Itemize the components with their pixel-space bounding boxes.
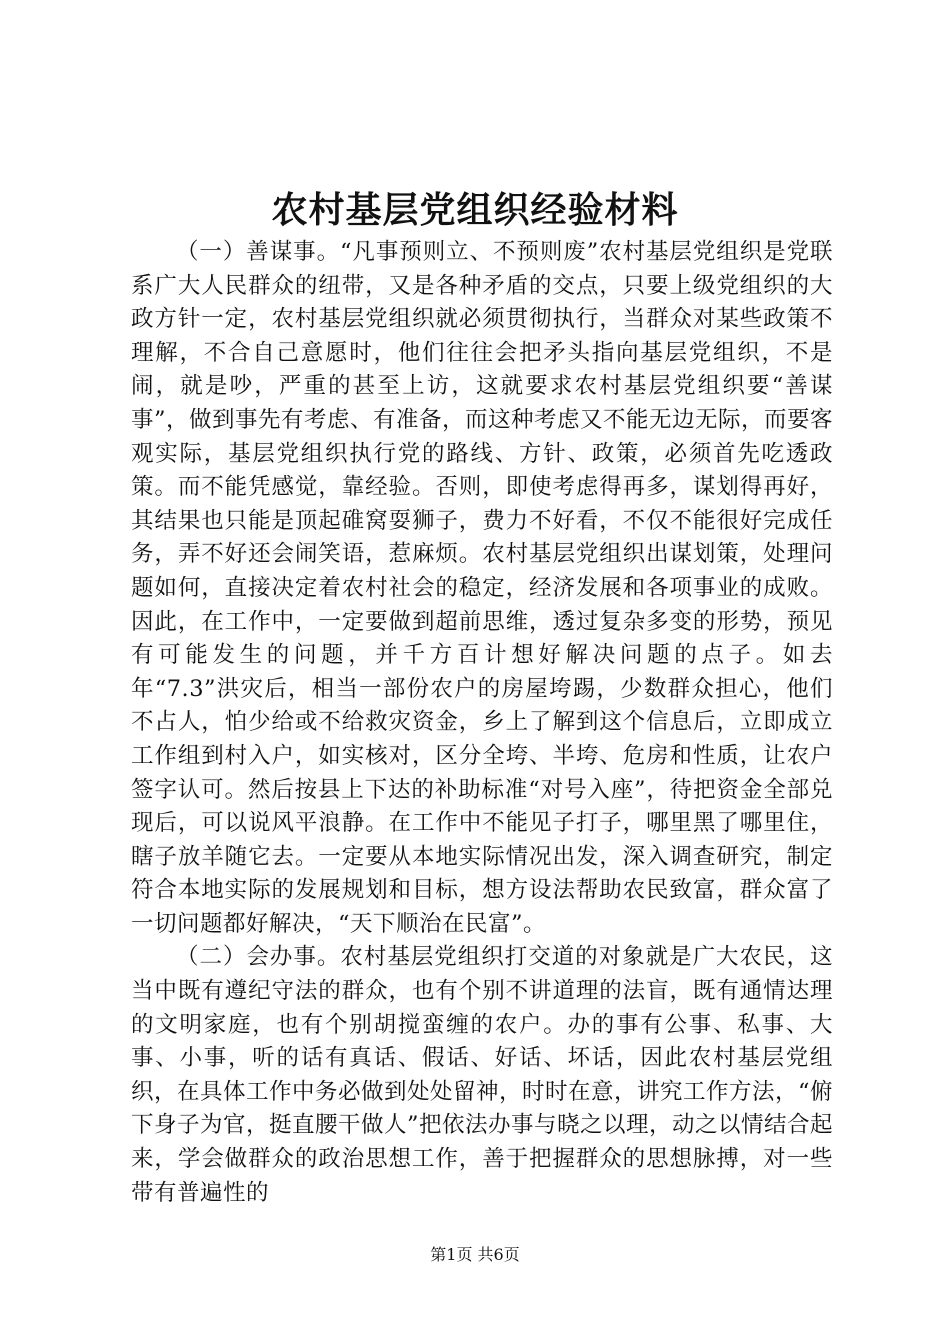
document-title: 农村基层党组织经验材料 <box>271 189 679 231</box>
page-number-footer: 第1页 共6页 <box>430 1245 520 1264</box>
paragraph-1: （一）善谋事。“凡事预则立、不预则废”农村基层党组织是党联系广大人民群众的纽带，又是各种矛盾的交点，只要上级党组织的大政方针一定，农村基层党组织就必须贯彻执行，当群众对某些政策不理解，不合自己意愿时，他们往往会把矛头指向基层党组织，不是闹，就是吵，严重的甚至上访，这就要求农村基层党组织要“善谋事”，做到事先有考虑、有准备，而这种考虑又不能无边无际，而要客观实际，基层党组织执行党的路线、方针、政策，必须首先吃透政策。而不能凭感觉，靠经验。否则，即使考虑得再多，谋划得再好，其结果也只能是顶起碓窝耍狮子，费力不好看，不仅不能很好完成任务，弄不好还会闹笑语，惹麻烦。农村基层党组织出谋划策，处理问题如何，直接决定着农村社会的稳定，经济发展和各项事业的成败。因此，在工作中，一定要做到超前思维，透过复杂多变的形势，预见有可能发生的问题，并千方百计想好解决问题的点子。如去年“7.3”洪灾后，相当一部份农户的房屋垮踢，少数群众担心，他们不占人，怕少给或不给救灾资金，乡上了解到这个信息后，立即成立工作组到村入户，如实核对，区分全垮、半垮、危房和性质，让农户签字认可。然后按县上下达的补助标准“对号入座”，待把资金全部兑现后，可以说风平浪静。在工作中不能见子打子，哪里黑了哪里住，瞎子放羊随它去。一定要从本地实际情况出发，深入调查研究，制定符合本地实际的发展规划和目标，想方设法帮助农民致富，群众富了一切问题都好解决，“天下顺治在民富”。 <box>131 239 834 937</box>
document-body <box>131 236 833 1210</box>
paragraph-2: （二）会办事。农村基层党组织打交道的对象就是广大农民，这当中既有遵纪守法的群众，也有个别不讲道理的法盲，既有通情达理的文明家庭，也有个别胡搅蛮缠的农户。办的事有公事、私事、大事、小事，听的话有真话、假话、好话、坏话，因此农村基层党组织，在具体工作中务必做到处处留神，时时在意，讲究工作方法，“俯下身子为官，挺直腰干做人”把依法办事与晓之以理，动之以情结合起来，学会做群众的政治思想工作，善于把握群众的思想脉搏，对一些带有普遍性的 <box>131 944 834 1206</box>
